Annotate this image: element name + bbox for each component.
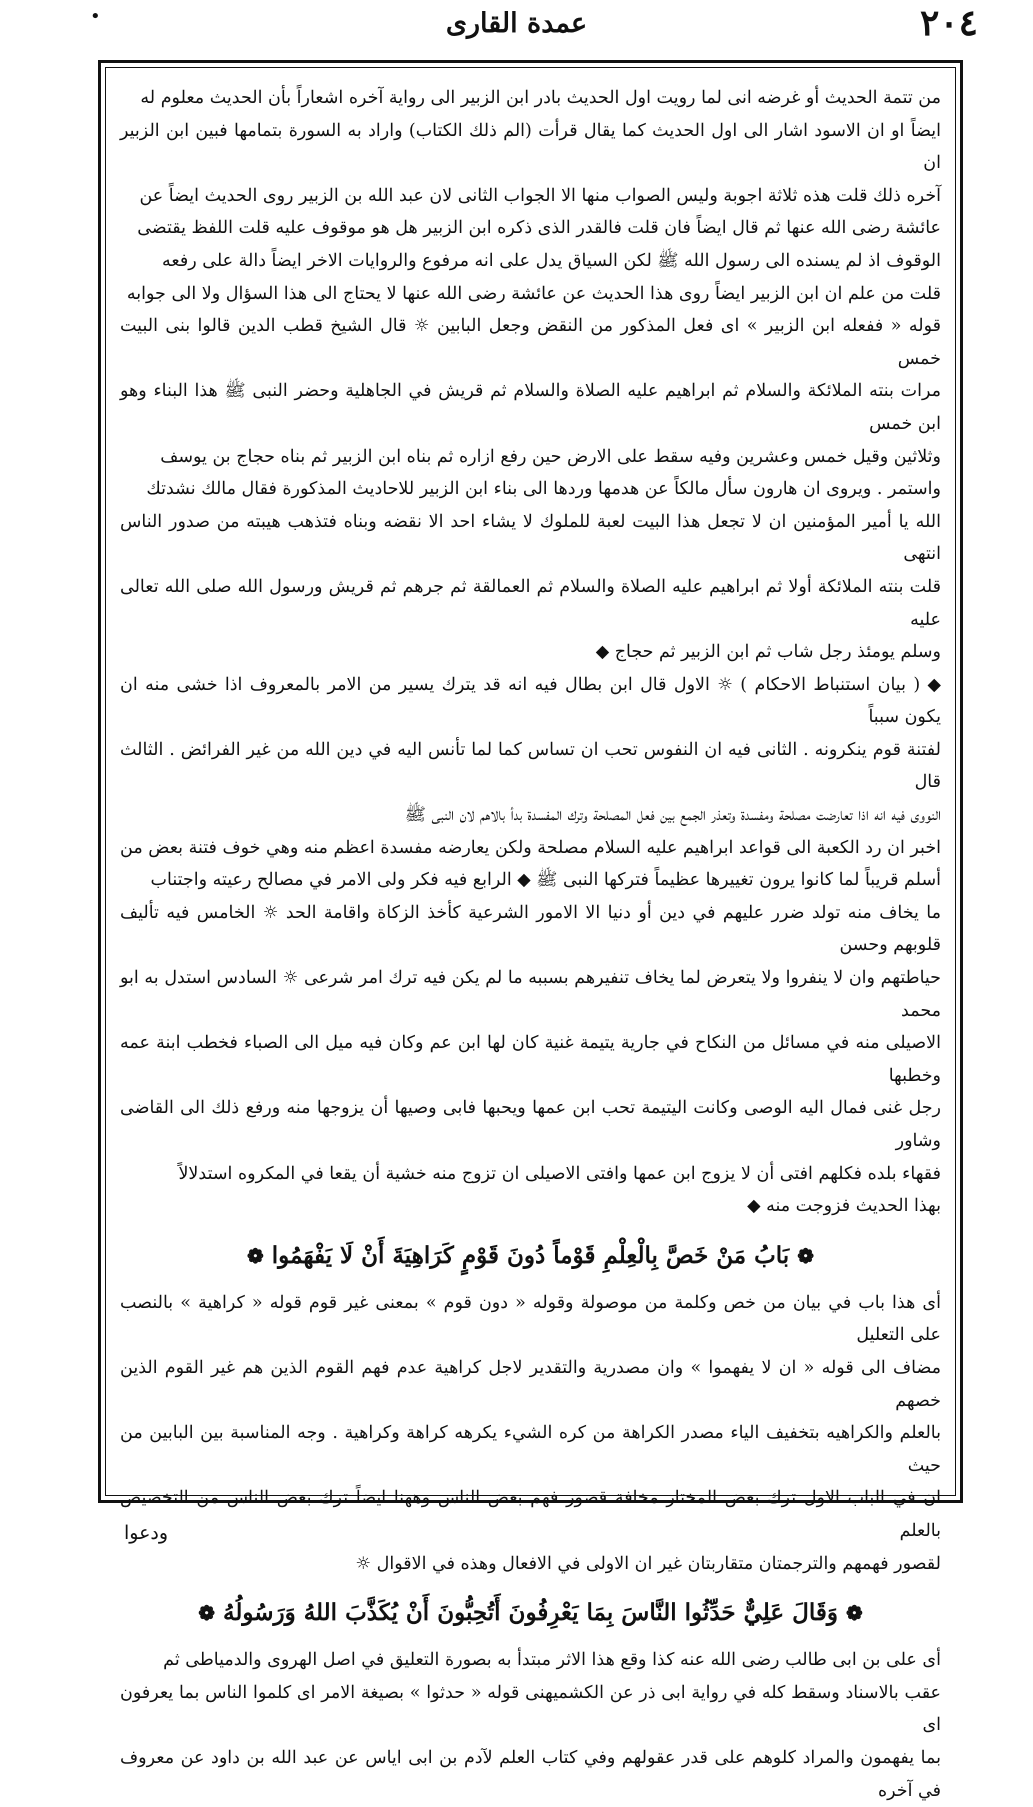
text-line: وثلاثين وقيل خمس وعشرين وفيه سقط على الارض حين رفع ازاره ثم بناه ابن الزبير ثم بناه حجاج بن يوسف	[160, 446, 941, 467]
ornament-icon: ❁	[845, 1601, 863, 1626]
corner-mark: •	[90, 6, 101, 27]
text-line: الاصيلى منه في مسائل من النكاح في جارية يتيمة غنية كان لها ابن عم وكان فيه ميل الى الصباء فخطب ابنة عمه وخطبها	[120, 1033, 941, 1086]
text-line: بما يفهمون والمراد كلوهم على قدر عقولهم وفي كتاب العلم لآدم بن ابى اياس عن عبد الله بن داود عن معروف في آخره	[120, 1747, 941, 1801]
text-line: الله يا أمير المؤمنين ان لا تجعل هذا البيت لعبة للملوك لا يشاء احد الا نقضه وبناه فتذهب هيبته من صدور الناس انتهى	[120, 511, 941, 565]
text-line: اخبر ان رد الكعبة الى قواعد ابراهيم عليه السلام مصلحة ولكن يعارضه مفسدة اعظم منه وهي خوف فتنة بعض من	[120, 837, 941, 858]
book-title: عمدة القارى	[445, 8, 588, 39]
ornament-icon: ❁	[198, 1601, 216, 1626]
text-line: قوله « ففعله ابن الزبير » اى فعل المذكور من النقض وجعل البابين ☼ قال الشيخ قطب الدين قالوا بنى البيت خمس	[120, 316, 941, 369]
text-line: ما يخاف منه تولد ضرر عليهم في دين أو دنيا الا الامور الشرعية كأخذ الزكاة واقامة الحد ☼ الخامس فيه تأليف قلوبهم وحسن	[120, 902, 941, 956]
text-line: قلت بنته الملائكة أولا ثم ابراهيم عليه الصلاة والسلام ثم العمالقة ثم جرهم ثم قريش ورسول الله صلى الله تعالى عليه	[120, 576, 941, 630]
text-line: وسلم يومئذ رجل شاب ثم ابن الزبير ثم حجاج ◆	[595, 642, 941, 663]
text-line: النووى فيه انه اذا تعارضت مصلحة ومفسدة وتعذر الجمع بين فعل المصلحة وترك المفسدة بدأ بالاهم لان النبى ﷺ	[404, 805, 941, 826]
catchword: ودعوا	[124, 1522, 169, 1544]
text-line: رجل غنى فمال اليه الوصى وكانت اليتيمة تحب ابن عمها ويحبها فابى وصيها أن يزوجها منه ورفع ذلك الى القاضى وشاور	[120, 1098, 941, 1151]
text-line: آخره ذلك قلت هذه ثلاثة اجوبة وليس الصواب منها الا الجواب الثانى لان عبد الله بن الزبير روى الحديث ايضاً عن	[139, 185, 941, 206]
text-line: مرات بنته الملائكة والسلام ثم ابراهيم عليه الصلاة والسلام ثم قريش في الجاهلية وحضر النبى ﷺ هذا البناء وهو ابن خمس	[120, 381, 941, 434]
text-line: قلت من علم ان ابن الزبير ايضاً روى هذا الحديث عن عائشة رضى الله عنها لا يحتاج الى هذا السؤال ولا الى جوابه	[126, 283, 941, 304]
chapter-heading-text: بَابُ مَنْ خَصَّ بِالْعِلْمِ قَوْماً دُونَ قَوْمٍ كَرَاهِيَةَ أَنْ لَا يَفْهَمُوا	[271, 1241, 790, 1269]
hadith-heading-text: وَقَالَ عَلِيٌّ حَدِّثُوا النَّاسَ بِمَا يَعْرِفُونَ أَتُحِبُّونَ أَنْ يُكَذَّبَ اللهُ وَرَسُولُهُ	[223, 1599, 838, 1627]
text-line: ◆ ( بيان استنباط الاحكام ) ☼ الاول قال ابن بطال فيه انه قد يترك يسير من الامر بالمعروف اذا خشى منه ان يكون سبباً	[120, 674, 941, 728]
commentary-block-1	[120, 82, 941, 669]
text-line: الوقوف اذ لم يسنده الى رسول الله ﷺ لكن السياق يدل على انه مرفوع والروايات الاخر ايضاً دالة على رفعه	[162, 250, 941, 271]
text-line: لفتنة قوم ينكرونه . الثانى فيه ان النفوس تحب ان تساس كما لما تأنس اليه في دين الله من غير الفرائض . الثالث قال	[120, 739, 941, 793]
text-line: حياطتهم وان لا ينفروا ولا يتعرض لما يخاف تنفيرهم بسببه ما لم يكن فيه ترك امر شرعى ☼ السادس استدل به ابو محمد	[120, 968, 941, 1021]
text-line: أى هذا باب في بيان من خص وكلمة من موصولة وقوله « دون قوم » بمعنى غير قوم قوله « كراهية » بالنصب على التعليل	[120, 1292, 941, 1346]
chapter-heading	[120, 1239, 941, 1273]
text-line: فقهاء بلده فكلهم افتى أن لا يزوج ابن عمها وافتى الاصيلى ان تزوج منه خشية أن يقعا في المكروه استدلالاً	[178, 1163, 941, 1184]
text-line: من تتمة الحديث أو غرضه انى لما رويت اول الحديث بادر ابن الزبير الى رواية آخره اشعاراً بأن الحديث معلوم له	[140, 88, 941, 108]
text-line: ايضاً او ان الاسود اشار الى اول الحديث كما يقال قرأت (الم ذلك الكتاب) واراد به السورة بتمامها فبين ابن الزبير ان	[120, 120, 941, 174]
text-line: واستمر . ويروى ان هارون سأل مالكاً عن هدمها وردها الى بناء ابن الزبير للاحاديث المذكورة فقال مالك نشدتك	[146, 479, 941, 500]
commentary-block-3	[120, 1287, 941, 1580]
page-number: ٢٠٤	[919, 2, 978, 44]
text-line: عقب بالاسناد وسقط كله في رواية ابى ذر عن الكشميهنى قوله « حدثوا » بصيغة الامر اى كلموا الناس بما يعرفون اى	[120, 1682, 941, 1736]
text-line: لقصور فهمهم والترجمتان متقاربتان غير ان الاولى في الافعال وهذه في الاقوال ☼	[355, 1553, 941, 1574]
ornament-icon: ❁	[247, 1243, 264, 1268]
text-line: أسلم قريباً لما كانوا يرون تغييرها عظيماً فتركها النبى ﷺ ◆ الرابع فيه فكر ولى الامر في مصالح رعيته واجتناب	[150, 870, 941, 891]
commentary-block-2	[120, 669, 941, 1223]
running-head	[0, 0, 1033, 62]
text-line: أى على بن ابى طالب رضى الله عنه كذا وقع هذا الاثر مبتدأ به بصورة التعليق في اصل الهروى والدمياطى ثم	[163, 1650, 941, 1671]
text-line: بهذا الحديث فزوجت منه ◆	[747, 1196, 941, 1217]
ornament-icon: ❁	[797, 1243, 814, 1268]
text-line: ان في الباب الاول ترك بعض المختار مخافة قصور فهم بعض الناس وههنا ايضاً ترك بعض الناس من التخصيص بالعلم	[120, 1488, 941, 1541]
text-line: عائشة رضى الله عنها ثم قال ايضاً فان قلت فالقدر الذى ذكره ابن الزبير هل هو موقوف عليه قلت اللفظ يقتضى	[137, 218, 941, 239]
text-line: بالعلم والكراهيه بتخفيف الياء مصدر الكراهة من كره الشيء يكرهه كراهة وكراهية . وجه المناسبة بين البابين من حيث	[120, 1423, 941, 1476]
text-line: مضاف الى قوله « ان لا يفهموا » وان مصدرية والتقدير لاجل كراهية عدم فهم القوم الذين هم غير القوم الذين خصهم	[120, 1357, 941, 1411]
commentary-block-4	[120, 1644, 941, 1807]
hadith-heading	[120, 1596, 941, 1630]
